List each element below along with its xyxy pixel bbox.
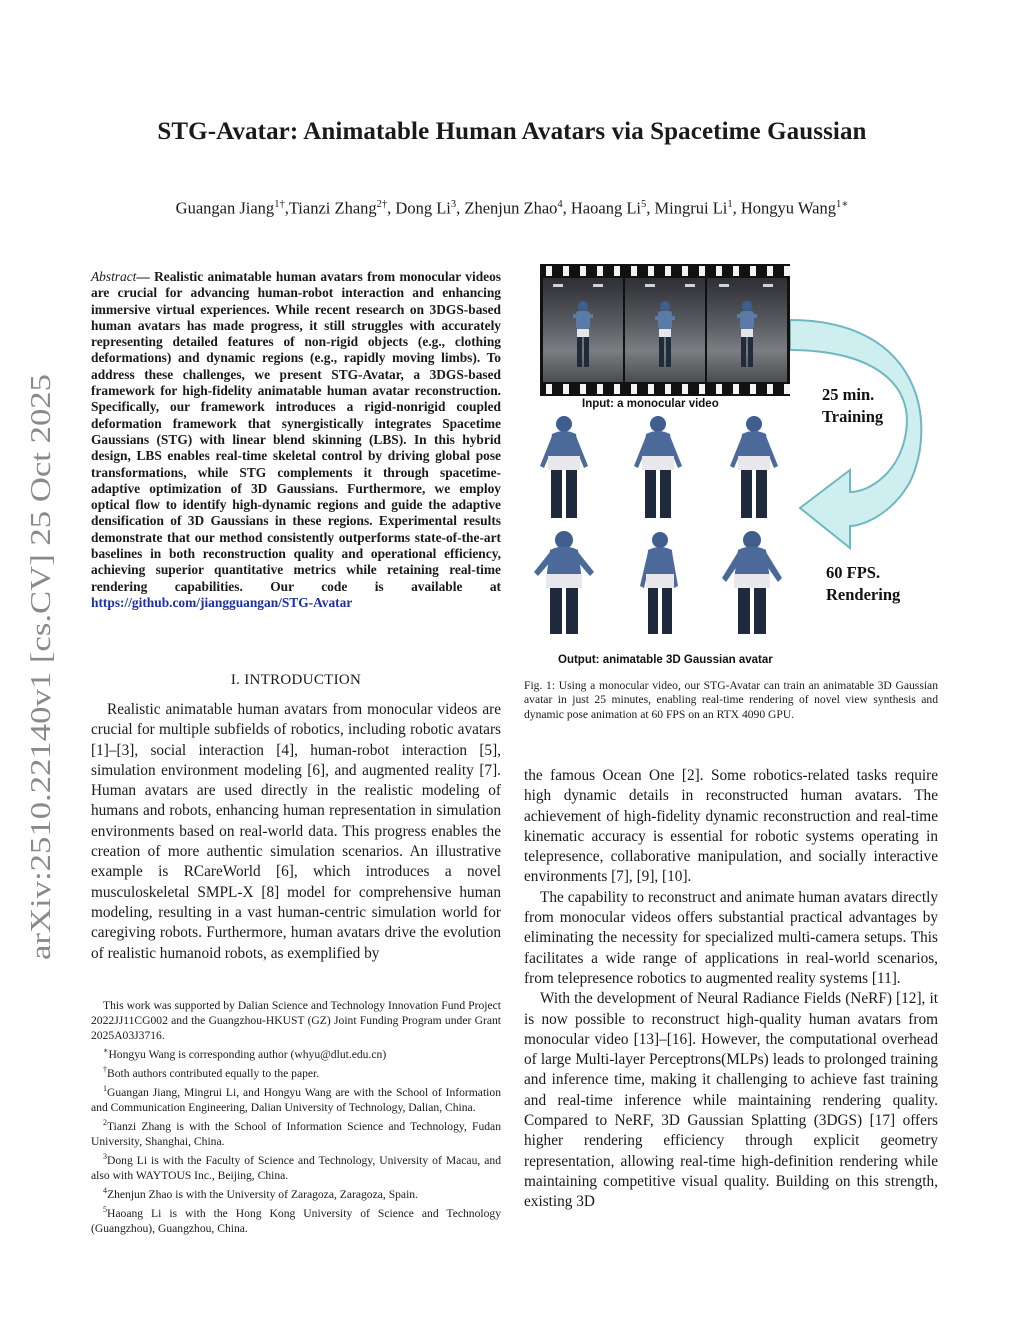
author-name: , Dong Li	[387, 198, 451, 218]
footnote-text: Hongyu Wang is corresponding author (whyu@dlut.edu.cn)	[108, 1048, 387, 1062]
footnote-text: Guangan Jiang, Mingrui Li, and Hongyu Wang are with the School of Information and Communication Engineering, Dalian University of Technology, Dalian, China.	[91, 1086, 501, 1115]
person-silhouette	[573, 300, 593, 370]
intro-paragraph: With the development of Neural Radiance Fields (NeRF) [12], it is now possible to reconstruct high-quality human avatars from monocular video [13]–[16]. However, the computational overhead of large Multi-layer Perceptrons(MLPs) leads to prolonged training and inference time, making it challenging to achieve fast training and real-time inference while maintaining rendering quality. Compared to NeRF, 3D Gaussian Splatting (3DGS) [17] offers higher rendering efficiency through explicit geometry representation, allowing real-time high-definition rendering while maintaining competitive visual quality. Building on this strength, existing 3D	[524, 990, 938, 1211]
footnote-text: Zhenjun Zhao is with the University of Zaragoza, Zaragoza, Spain.	[107, 1188, 418, 1202]
footnote	[91, 1149, 501, 1183]
abstract-text: — Realistic animatable human avatars from monocular videos are crucial for advancing human-robot interaction and enhancing immersive virtual experiences. While recent research on 3DGS-based human avatars has made progress, it still struggles with accurately representing detailed features of non-rigid objects (e.g., clothing deformations) and dynamic regions (e.g., rapidly moving limbs). To address these challenges, we present STG-Avatar, a 3DGS-based framework for high-fidelity animatable human avatar reconstruction. Specifically, our framework introduces a rigid-nonrigid coupled deformation framework that synergistically integrates Spacetime Gaussians (STG) with linear blend skinning (LBS). In this hybrid design, LBS enables real-time skeletal control by driving global pose transformations, while STG complements it through spacetime-adaptive optimization of 3D Gaussians. Furthermore, we employ optical flow to identify high-dynamic regions and guide the adaptive densification of 3D Gaussians in these regions. Experimental results demonstrate that our method consistently outperforms state-of-the-art baselines in both reconstruction quality and operational efficiency, achieving superior quantitative metrics while retaining real-time rendering capabilities. Our code is available at	[91, 269, 501, 594]
code-link[interactable]: https://github.com/jiangguangan/STG-Avatar	[91, 594, 353, 610]
section-heading: I. INTRODUCTION	[230, 672, 362, 688]
arrow-shape	[790, 320, 921, 548]
footnote-mark: 3	[103, 1152, 107, 1162]
person-silhouette	[655, 300, 675, 370]
intro-paragraph-left: Realistic animatable human avatars from monocular videos are crucial for multiple subfields of robotics, including robotic avatars [1]–[3], social interaction [4], human-robot interaction [5], simulation environment modeling [6], and augmented reality [7]. Human avatars are used directly in the realistic modeling of humans and robots, enhancing human representation in simulation environments based on real-world data. This progress enables the creation of more authentic simulation scenarios. An illustrative example is RCareWorld [6], which introduces a novel musculoskeletal SMPL-X [8] model for comprehensive human modeling, resulting in a vast human-centric simulation world for caregiving robots. Furthermore, human avatars drive the evolution of realistic humanoid robots, as exemplified by	[91, 701, 501, 962]
rendering-fps: 60 FPS.	[826, 563, 881, 582]
author-affil: 2†	[376, 199, 388, 210]
film-perforation	[540, 384, 790, 394]
curved-arrow	[790, 312, 940, 562]
training-label: Training	[822, 407, 884, 426]
footnote-text: Both authors contributed equally to the paper.	[107, 1067, 320, 1081]
intro-paragraph: the famous Ocean One [2]. Some robotics-related tasks require high dynamic details in reconstructed human avatars. The achievement of high-fidelity dynamic reconstruction and real-time kinematic accuracy is essential for robotic systems operating in telepresence, collaborative manipulation, and socially interactive environments [7], [9], [10].	[524, 767, 938, 886]
author-name: , Zhenjun Zhao	[456, 198, 558, 218]
footnote-mark: 2	[103, 1118, 107, 1128]
abstract-lead: Abstract	[91, 269, 137, 284]
author-list	[0, 198, 1024, 219]
author-name: Guangan Jiang	[175, 198, 275, 218]
footnote-mark: ∗	[103, 1046, 109, 1056]
author-affil: 4	[557, 199, 563, 210]
paper-title: STG-Avatar: Animatable Human Avatars via Spacetime Gaussian	[157, 118, 867, 145]
arxiv-stamp	[16, 372, 62, 960]
video-frame	[543, 278, 623, 382]
footnote	[91, 1081, 501, 1115]
intro-right-column	[524, 766, 938, 1213]
footnote	[91, 1202, 501, 1236]
footnote-text: Tianzi Zhang is with the School of Information Science and Technology, Fudan University, Shanghai, China.	[91, 1120, 501, 1149]
input-label: Input: a monocular video	[582, 398, 719, 410]
person-silhouette	[737, 300, 757, 370]
footnote-mark: †	[103, 1065, 107, 1075]
author-name: , Mingrui Li	[646, 198, 728, 218]
figure-1	[520, 262, 940, 672]
footnote	[91, 1183, 501, 1202]
footnote-text: Dong Li is with the Faculty of Science and Technology, University of Macau, and also with WAYTOUS Inc., Beijing, China.	[91, 1154, 501, 1183]
author-name: ,Tianzi Zhang	[284, 198, 377, 218]
training-text	[822, 384, 883, 428]
rendering-label: Rendering	[826, 585, 901, 604]
avatar-render	[538, 412, 590, 522]
rendering-text	[826, 562, 900, 606]
author-name: , Haoang Li	[562, 198, 641, 218]
input-video-filmstrip	[540, 264, 790, 396]
avatar-render	[722, 528, 782, 638]
video-frame	[707, 278, 787, 382]
author-affil: 5	[641, 199, 647, 210]
author-affil: 1∗	[835, 199, 849, 210]
arxiv-stamp-text: arXiv:2510.22140v1 [cs.CV] 25 Oct 2025	[25, 470, 57, 960]
footnote	[91, 1115, 501, 1149]
footnotes	[91, 998, 501, 1236]
output-label: Output: animatable 3D Gaussian avatar	[558, 654, 773, 666]
author-affil: 1	[727, 199, 733, 210]
author-name: , Hongyu Wang	[732, 198, 836, 218]
avatar-render	[534, 528, 594, 638]
footnote-mark: 4	[103, 1186, 107, 1196]
avatar-render	[728, 412, 780, 522]
footnote-funding: This work was supported by Dalian Science and Technology Innovation Fund Project 2022JJ11CG002 and the Guangzhou-HKUST (GZ) Joint Funding Program under Grant 2025A03J3716.	[91, 999, 501, 1043]
footnote-text: Haoang Li is with the Hong Kong University of Science and Technology (Guangzhou), Guangzhou, China.	[91, 1207, 501, 1236]
video-frame	[625, 278, 705, 382]
figure-caption: Fig. 1: Using a monocular video, our STG-Avatar can train an animatable 3D Gaussian avatar in just 25 minutes, enabling real-time rendering of novel view synthesis and dynamic pose animation at 60 FPS on an RTX 4090 GPU.	[524, 679, 938, 721]
training-time: 25 min.	[822, 385, 875, 404]
avatar-render	[636, 528, 682, 638]
footnote-mark: 5	[103, 1205, 107, 1215]
film-perforation	[540, 266, 790, 276]
author-affil: 1†	[274, 199, 285, 210]
avatar-render	[632, 412, 684, 522]
footnote	[91, 1043, 501, 1062]
footnote-mark: 1	[103, 1084, 107, 1094]
abstract	[91, 269, 501, 611]
intro-paragraph: The capability to reconstruct and animate human avatars directly from monocular videos offers substantial practical advantages by eliminating the necessity for specialized multi-camera setups. This facilitates a wide range of applications in real-world scenarios, from telepresence robotics to augmented reality systems [11].	[524, 888, 938, 987]
author-affil: 3	[450, 199, 457, 210]
footnote	[91, 1062, 501, 1081]
